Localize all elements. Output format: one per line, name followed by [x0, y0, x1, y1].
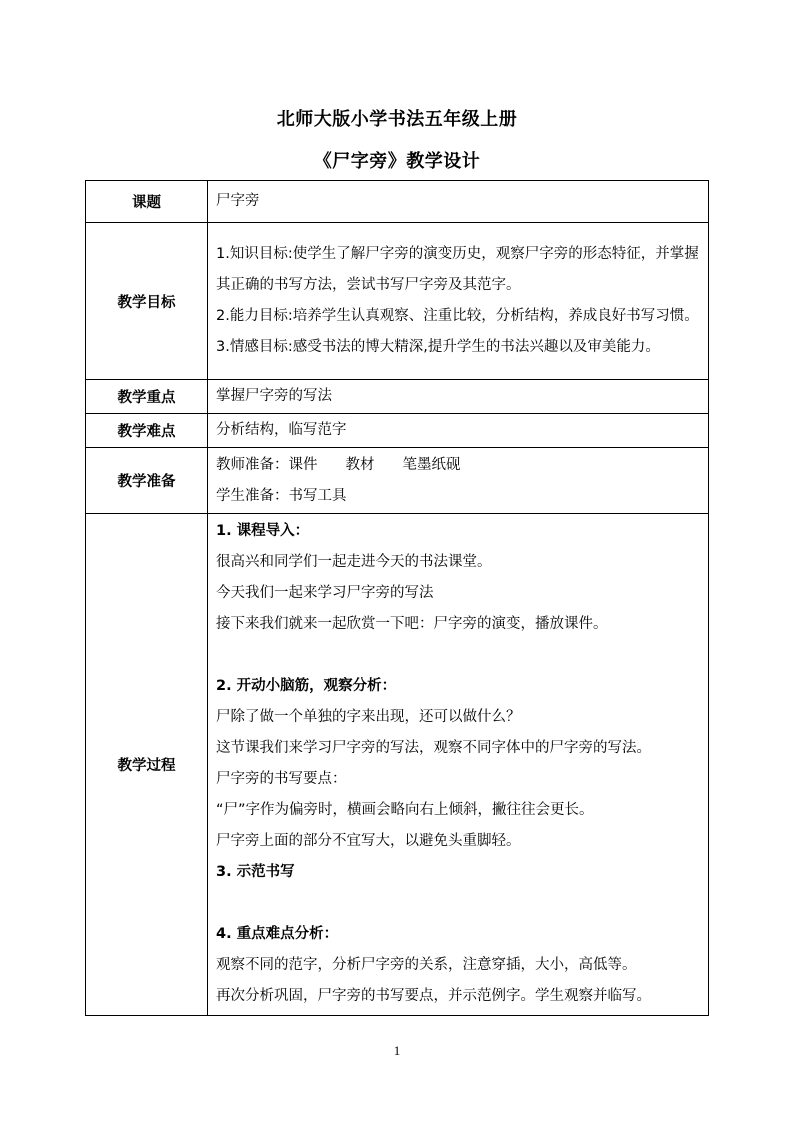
section-heading-analysis: 4. 重点难点分析： [216, 926, 339, 942]
table-row-difficulty [86, 414, 709, 448]
lesson-plan-table [85, 180, 709, 1016]
table-row-process [86, 514, 709, 1016]
teacher-prep-courseware: 教师准备：课件 [216, 456, 318, 473]
table-row-goals [86, 223, 709, 380]
process-line: 再次分析巩固，尸字旁的书写要点，并示范例字。学生观察并临写。 [216, 988, 651, 1004]
goal-item: 3.情感目标:感受书法的博大精深,提升学生的书法兴趣以及审美能力。 [216, 339, 660, 355]
section-heading-demo: 3. 示范书写 [216, 864, 295, 880]
process-line: 这节课我们来学习尸字旁的写法，观察不同字体中的尸字旁的写法。 [216, 740, 651, 756]
process-line: 尸字旁的书写要点： [216, 771, 347, 787]
row-label-topic: 课题 [86, 181, 208, 223]
row-label-goals: 教学目标 [86, 223, 208, 380]
process-line: 今天我们一起来学习尸字旁的写法 [216, 585, 434, 601]
row-value-key-point: 掌握尸字旁的写法 [208, 380, 709, 414]
process-line: “尸”字作为偏旁时，横画会略向右上倾斜，撇往往会更长。 [216, 802, 594, 818]
table-row-key-point [86, 380, 709, 414]
row-label-preparation: 教学准备 [86, 448, 208, 514]
section-heading-observe: 2. 开动小脑筋，观察分析： [216, 678, 397, 694]
document-subtitle: 《尸字旁》教学设计 [313, 151, 481, 172]
process-line: 尸字旁上面的部分不宜写大，以避免头重脚轻。 [216, 833, 521, 849]
table-row-preparation [86, 448, 709, 514]
document-title: 北师大版小学书法五年级上册 [276, 109, 518, 130]
row-value-preparation [208, 448, 709, 514]
row-value-difficulty: 分析结构，临写范字 [208, 414, 709, 448]
table-row-topic [86, 181, 709, 223]
page-number: 1 [393, 1043, 401, 1058]
teacher-prep-brush-ink: 笔墨纸砚 [402, 456, 461, 473]
row-label-process: 教学过程 [86, 514, 208, 1016]
spacer [216, 640, 702, 671]
teacher-prep-textbook: 教材 [345, 456, 375, 473]
row-value-topic: 尸字旁 [208, 181, 709, 223]
row-label-key-point: 教学重点 [86, 380, 208, 414]
row-label-difficulty: 教学难点 [86, 414, 208, 448]
row-value-process [208, 514, 709, 1016]
teacher-preparation [216, 450, 702, 481]
process-line: 观察不同的范字，分析尸字旁的关系，注意穿插，大小，高低等。 [216, 957, 637, 973]
process-line: 尸除了做一个单独的字来出现，还可以做什么？ [216, 709, 521, 725]
spacer [216, 888, 702, 919]
row-value-goals [208, 223, 709, 380]
process-line: 接下来我们就来一起欣赏一下吧：尸字旁的演变，播放课件。 [216, 616, 608, 632]
process-line: 很高兴和同学们一起走进今天的书法课堂。 [216, 554, 492, 570]
section-heading-intro: 1. 课程导入： [216, 523, 310, 539]
goal-item: 1.知识目标:使学生了解尸字旁的演变历史，观察尸字旁的形态特征，并掌握其正确的书写方法，尝试书写尸字旁及其范字。 [216, 246, 699, 293]
goal-item: 2.能力目标:培养学生认真观察、注重比较，分析结构，养成良好书写习惯。 [216, 308, 699, 324]
student-preparation: 学生准备：书写工具 [216, 487, 347, 504]
